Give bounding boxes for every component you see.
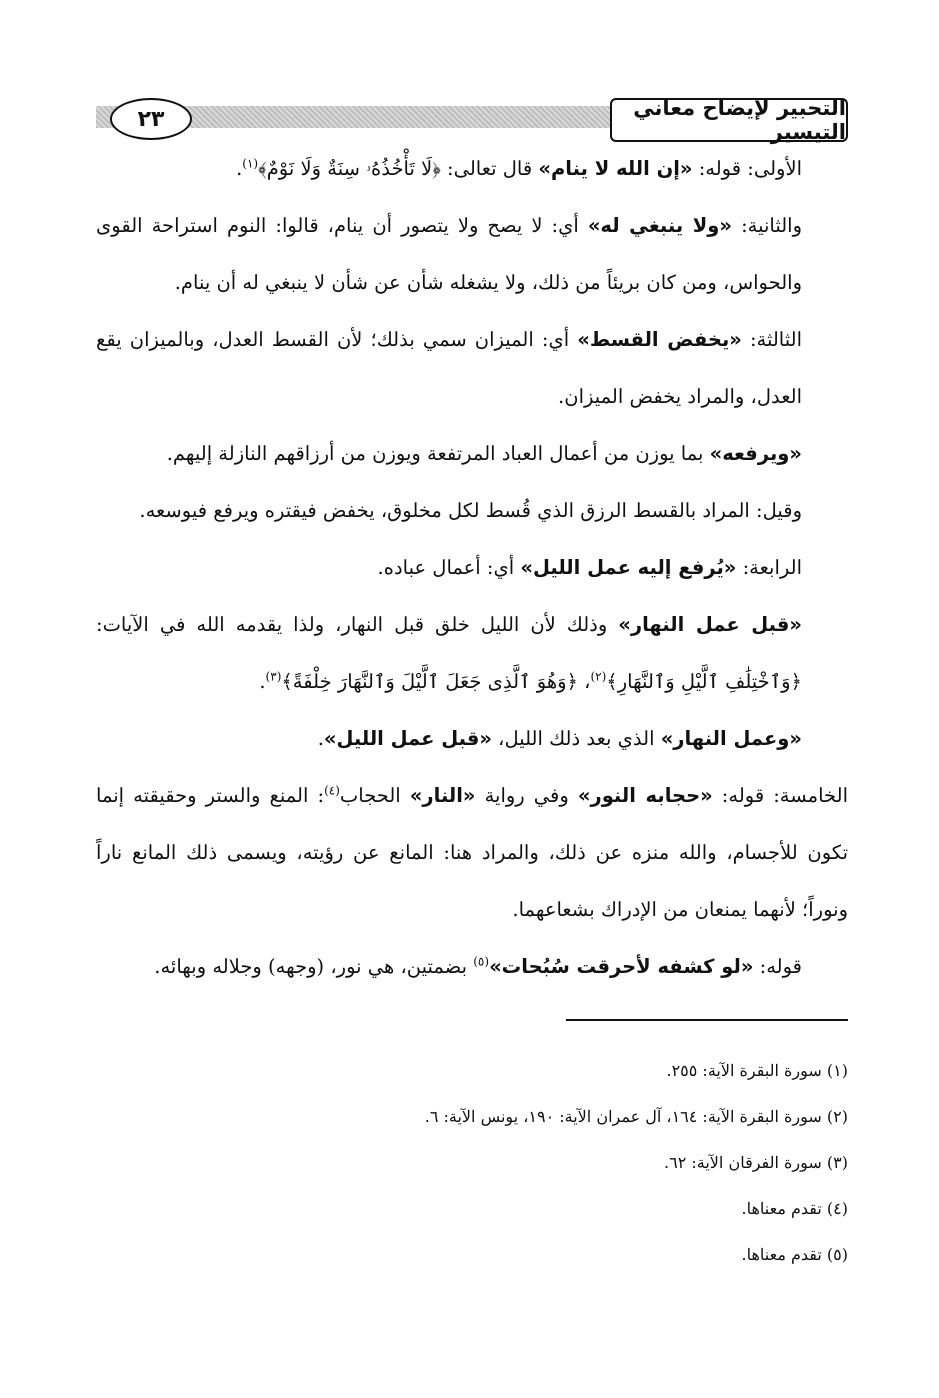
- hadith-quote: «ولا ينبغي له»: [587, 214, 733, 237]
- hadith-quote: «قبل عمل الليل»: [323, 727, 492, 750]
- footnotes: [96, 1048, 848, 1278]
- hadith-quote: «النار»: [409, 784, 476, 807]
- paragraph-fifth: الخامسة: قوله: «حجابه النور» وفي رواية «النار» الحجاب$^{(٤)}$: المنع والستر وحقيقته إنما تكون للأجسام، والله منزه عن ذلك، والمراد هنا: المانع عن رؤيته، ويسمى ذلك المانع ناراً ونوراً؛ لأنهما يمنعان من الإدراك بشعاعهما.: [96, 783, 848, 921]
- book-title: التحبير لإيضاح معاني التيسير: [610, 98, 848, 142]
- hadith-quote: «قبل عمل النهار»: [618, 613, 802, 636]
- hadith-quote: «لو كشفه لأحرقت سُبُحات»: [489, 955, 754, 978]
- hadith-quote: «حجابه النور»: [577, 784, 713, 807]
- paragraph-fourth: الرابعة: «يُرفع إليه عمل الليل» أي: أعمال عباده.: [377, 556, 802, 579]
- hadith-quote: «إن الله لا ينام»: [538, 157, 693, 180]
- page-number: ٢٣: [110, 98, 192, 140]
- footnote-ref: (١): [242, 156, 259, 171]
- footnote-item: (٣) سورة الفرقان الآية: ٦٢.: [664, 1153, 848, 1172]
- footnote-item: (٤) تقدم معناها.: [741, 1199, 848, 1218]
- paragraph-first: الأولى: قوله: «إن الله لا ينام» قال تعالى: ﴿لَا تَأْخُذُهُۥ سِنَةٌ وَلَا نَوْمٌ﴾$^{(١)}$.: [236, 156, 802, 180]
- page-header: [96, 98, 848, 142]
- paragraph-yarfauhu: «ويرفعه» بما يوزن من أعمال العباد المرتفعة ويوزن من أرزاقهم النازلة إليهم.: [166, 442, 802, 465]
- main-text: [96, 140, 848, 995]
- paragraph-amal-annahar: «وعمل النهار» الذي بعد ذلك الليل، «قبل عمل الليل».: [317, 727, 802, 750]
- hadith-quote: «يُرفع إليه عمل الليل»: [520, 556, 737, 579]
- footnote-item: (١) سورة البقرة الآية: ٢٥٥.: [666, 1061, 848, 1080]
- footnote-ref: (٤): [324, 783, 340, 798]
- paragraph-qabla-amal-annahar: «قبل عمل النهار» وذلك لأن الليل خلق قبل النهار، ولذا يقدمه الله في الآيات: ﴿وَٱخْتِلَٰفِ ٱلَّيْلِ وَٱلنَّهَارِ﴾$^{(٢)}$، ﴿وَهُوَ ٱلَّذِى جَعَلَ ٱلَّيْلَ وَٱلنَّهَارَ خِلْفَةً﴾$^{(٣)}$.: [96, 613, 802, 693]
- hadith-quote: «وعمل النهار»: [660, 727, 802, 750]
- paragraph-law-kashafahu: قوله: «لو كشفه لأحرقت سُبُحات»$^{(٥)}$ بضمتين، هي نور، (وجهه) وجلاله وبهائه.: [154, 954, 802, 978]
- paragraph-qila: وقيل: المراد بالقسط الرزق الذي قُسط لكل مخلوق، يخفض فيقتره ويرفع فيوسعه.: [139, 499, 802, 522]
- paragraph-second: والثانية: «ولا ينبغي له» أي: لا يصح ولا يتصور أن ينام، قالوا: النوم استراحة القوى والحواس، ومن كان بريئاً من ذلك، ولا يشغله شأن عن شأن لا ينبغي له أن ينام.: [96, 214, 803, 294]
- footnote-item: (٢) سورة البقرة الآية: ١٦٤، آل عمران الآية: ١٩٠، يونس الآية: ٦.: [424, 1107, 848, 1126]
- footnote-item: (٥) تقدم معناها.: [741, 1245, 848, 1264]
- hadith-quote: «ويرفعه»: [709, 442, 802, 465]
- paragraph-third: الثالثة: «يخفض القسط» أي: الميزان سمي بذلك؛ لأن القسط العدل، وبالميزان يقع العدل، والمراد يخفض الميزان.: [96, 328, 802, 408]
- footnote-ref: (٣): [265, 669, 282, 684]
- footnote-ref: (٥): [473, 954, 490, 969]
- hadith-quote: «يخفض القسط»: [577, 328, 742, 351]
- footnote-divider: [566, 1019, 848, 1021]
- footnote-ref: (٢): [590, 669, 607, 684]
